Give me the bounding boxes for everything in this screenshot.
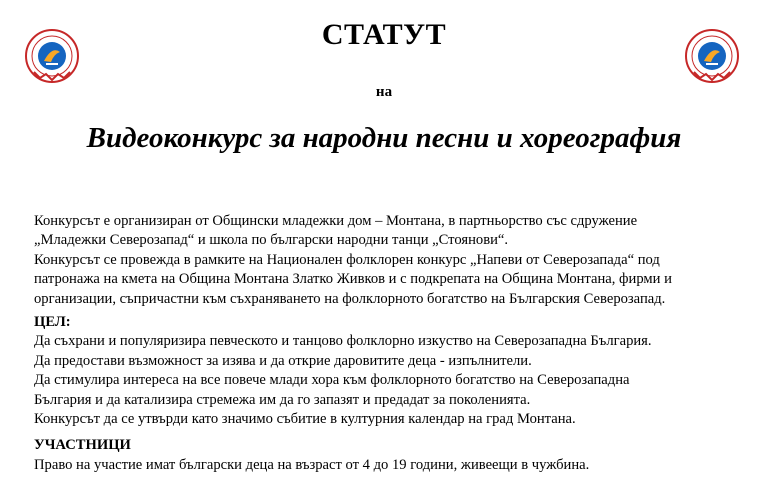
intro-line: Конкурсът е организиран от Общински младежки дом – Монтана, в партньорство със сдружение <box>34 213 638 229</box>
document-heading: Видеоконкурс за народни песни и хореография <box>86 122 682 154</box>
goal-line: Да стимулира интереса на все повече млади хора към фолклорното богатство на Северозападна <box>34 372 630 389</box>
intro-line: организации, съпричастни към съхраняването на фолклорното богатство на Българския Северозапад. <box>34 290 666 307</box>
participants-section-title: УЧАСТНИЦИ <box>34 437 131 454</box>
document-title: СТАТУТ <box>321 18 447 51</box>
goal-line: България и да катализира стремежа им да го запазят и предадат за поколенията. <box>34 391 531 408</box>
document-subtitle: на <box>375 84 393 100</box>
goal-line: Да съхрани и популяризира певческото и танцово фолклорно изкуство на Северозападна България. <box>34 333 652 350</box>
goal-line: Конкурсът да се утвърди като значимо събитие в културния календар на град Монтана. <box>34 411 576 428</box>
intro-line: „Младежки Северозапад“ и школа по български народни танци „Стоянови“. <box>34 232 509 249</box>
goal-line: Да предостави възможност за изява и да открие даровитите деца - изпълнители. <box>34 352 532 369</box>
intro-line: Конкурсът се провежда в рамките на Национален фолклорен конкурс „Напеви от Северозапада“ под <box>34 251 660 268</box>
participants-line: Право на участие имат български деца на възраст от 4 до 19 години, живеещи в чужбина. <box>34 456 590 473</box>
goal-section-title: ЦЕЛ: <box>34 314 71 331</box>
intro-line: патронажа на кмета на Община Монтана Златко Живков и с подкрепата на Община Монтана, фирми и <box>34 271 672 288</box>
document-body <box>34 212 734 475</box>
